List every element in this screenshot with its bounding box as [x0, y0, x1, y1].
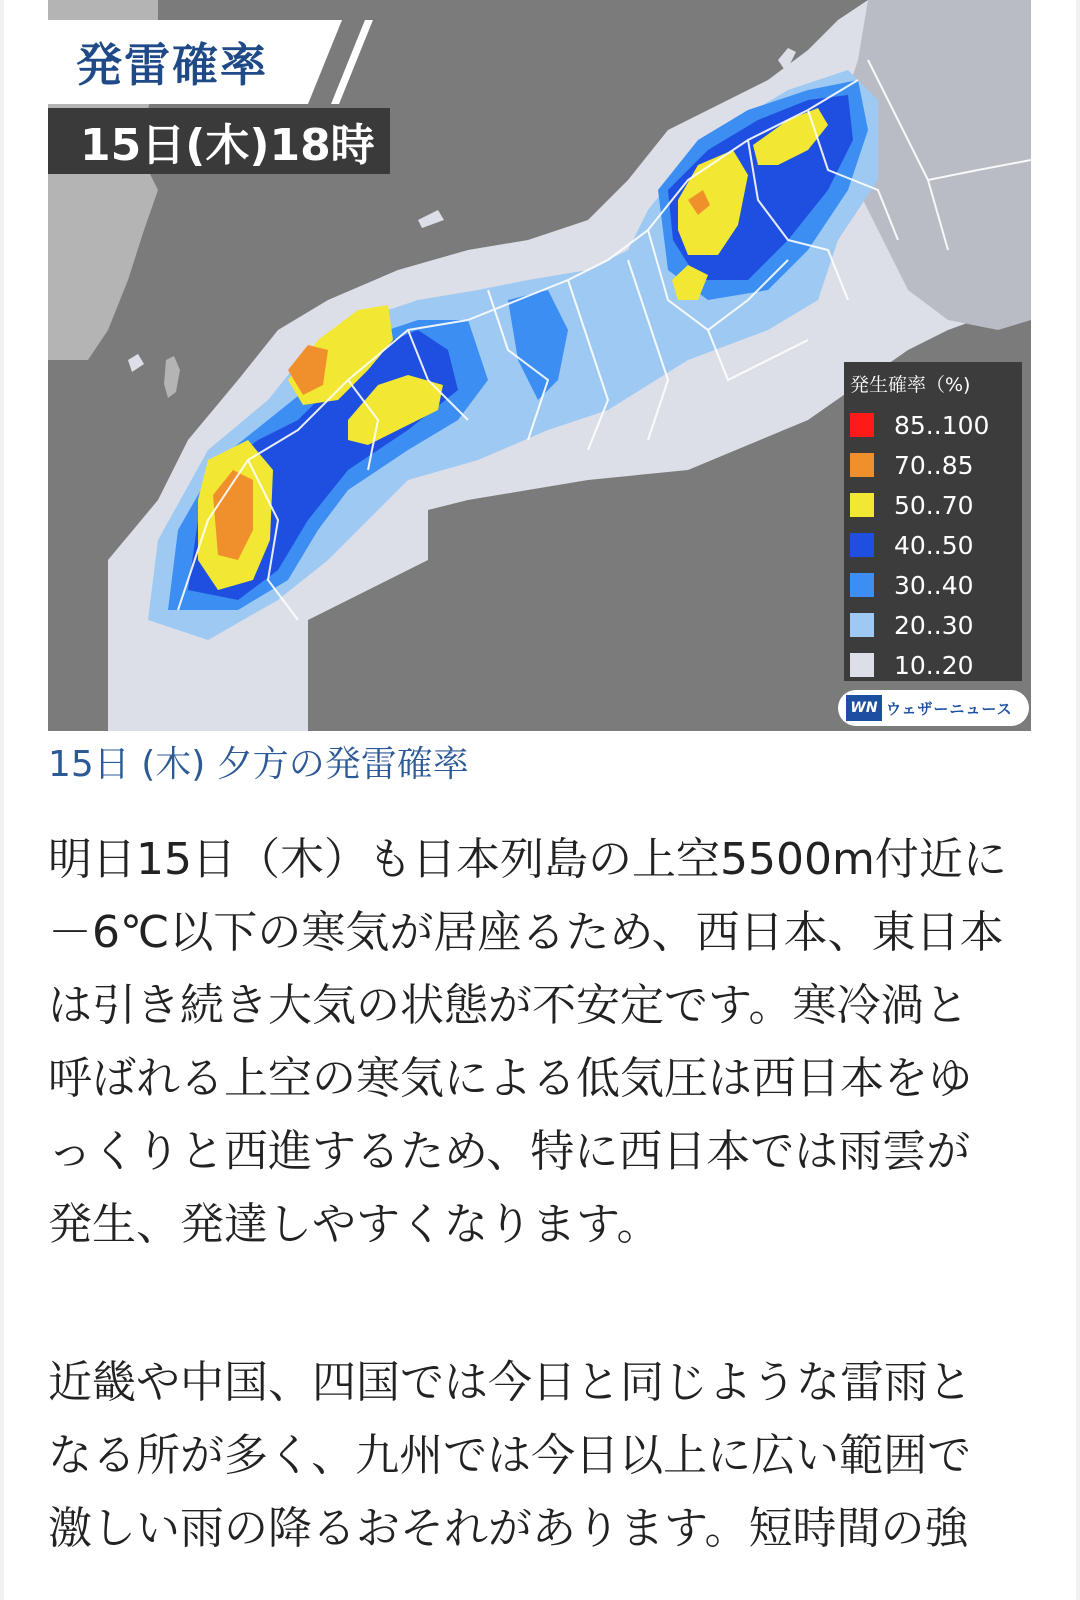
legend-row — [850, 445, 1014, 485]
legend-label: 85..100 — [894, 410, 990, 440]
legend-label: 70..85 — [894, 450, 974, 480]
map-legend — [844, 362, 1022, 681]
thunder-probability-map[interactable] — [48, 0, 1031, 731]
legend-swatch-40-50 — [850, 533, 874, 557]
map-datetime: 15日(木)18時 — [80, 120, 375, 171]
legend-row — [850, 605, 1014, 645]
legend-label: 20..30 — [894, 610, 974, 640]
article-paragraph-1: 明日15日（木）も日本列島の上空5500m付近に－6℃以下の寒気が居座るため、西日本、東日本は引き続き大気の状態が不安定です。寒冷渦と呼ばれる上空の寒気による低気圧は西日本をゆっくりと西進するため、特に西日本では雨雲が発生、発達しやすくなります。 — [48, 834, 1007, 1250]
weathernews-logo-mark: WN — [846, 695, 882, 721]
weathernews-logo — [838, 690, 1029, 726]
legend-swatch-30-40 — [850, 573, 874, 597]
legend-label: 30..40 — [894, 570, 974, 600]
legend-title: 発生確率（%) — [850, 374, 971, 396]
legend-swatch-85-100 — [850, 413, 874, 437]
legend-label: 50..70 — [894, 490, 974, 520]
legend-row — [850, 525, 1014, 565]
map-datetime-badge — [48, 108, 390, 174]
legend-label: 40..50 — [894, 530, 974, 560]
legend-swatch-10-20 — [850, 653, 874, 677]
legend-swatch-70-85 — [850, 453, 874, 477]
legend-label: 10..20 — [894, 650, 974, 680]
page-edge-left — [0, 0, 4, 1600]
legend-row — [850, 565, 1014, 605]
image-caption: 15日 (木) 夕方の発雷確率 — [48, 744, 469, 785]
legend-swatch-20-30 — [850, 613, 874, 637]
page-edge-right — [1076, 0, 1080, 1600]
legend-row — [850, 405, 1014, 445]
legend-swatch-50-70 — [850, 493, 874, 517]
map-title-badge — [48, 20, 308, 104]
article-paragraph-2: 近畿や中国、四国では今日と同じような雷雨となる所が多く、九州では今日以上に広い範囲で激しい雨の降るおそれがあります。短時間の強 — [48, 1357, 972, 1554]
legend-row — [850, 485, 1014, 525]
weathernews-logo-text: ウェザーニュース — [886, 699, 1013, 718]
legend-row — [850, 645, 1014, 685]
map-title: 発雷確率 — [76, 38, 268, 92]
